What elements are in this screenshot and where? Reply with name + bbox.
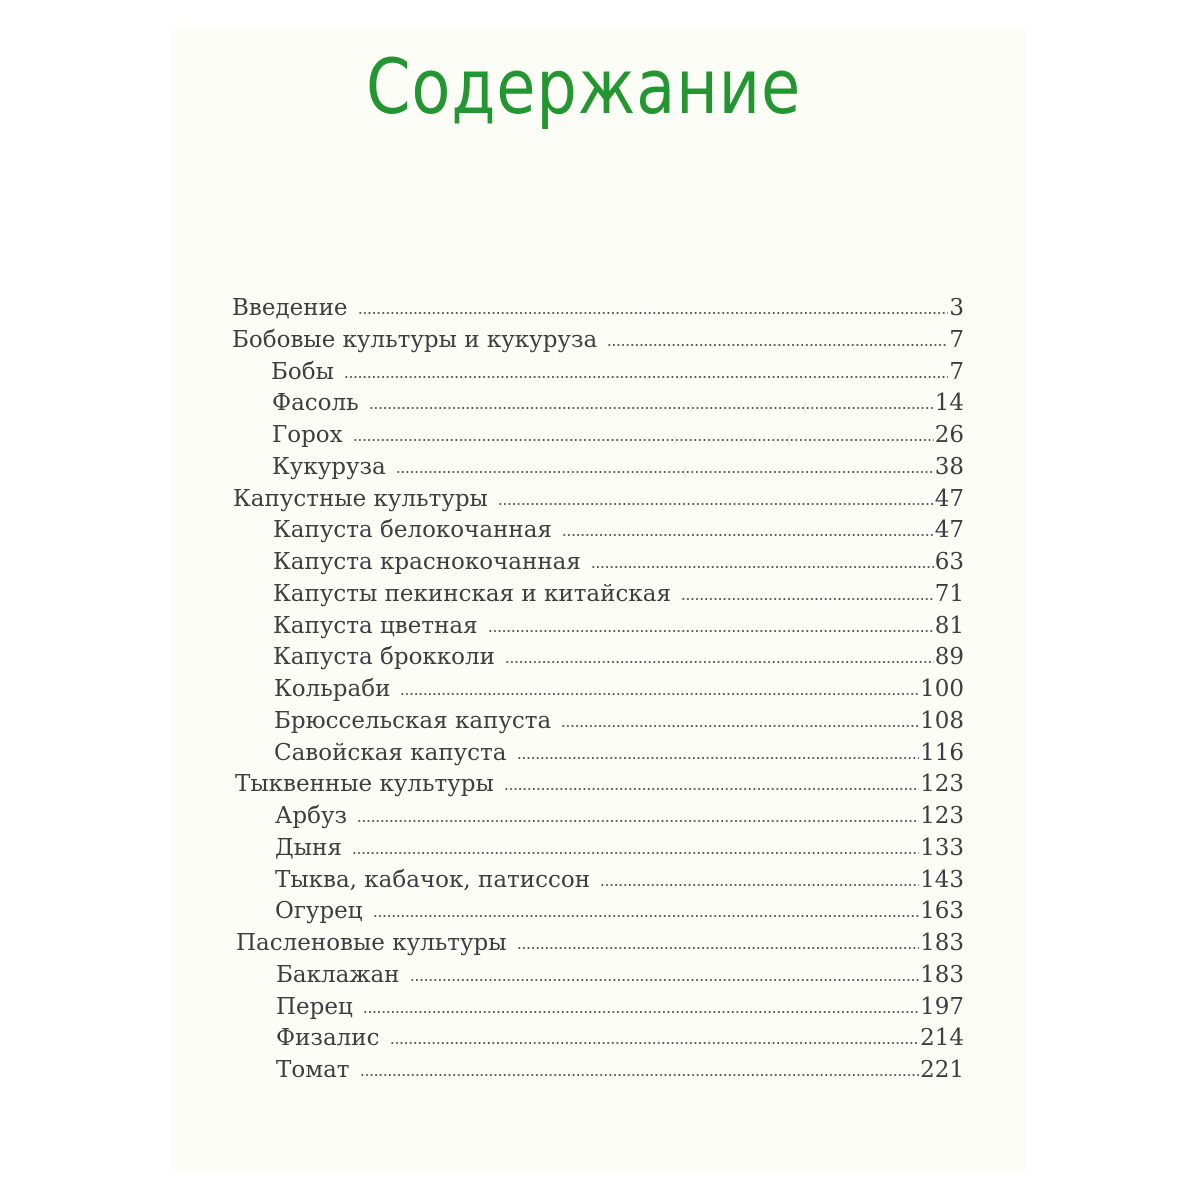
toc-entry — [275, 864, 964, 896]
toc-entry-title: Тыква, кабачок, патиссон — [275, 867, 591, 893]
toc-entry-title: Перец — [276, 994, 353, 1020]
toc-entry — [273, 578, 964, 610]
toc-entry — [273, 514, 964, 546]
toc-entry-page-number: 183 — [920, 962, 964, 988]
toc-entry — [273, 610, 964, 642]
toc-entry-title: Бобы — [271, 359, 334, 385]
toc-entry-page-number: 221 — [920, 1057, 964, 1083]
dot-leader — [591, 566, 934, 568]
toc-entry-title: Капустные культуры — [233, 486, 488, 512]
dot-leader — [561, 725, 919, 727]
dot-leader — [396, 471, 934, 473]
toc-entry-title: Тыквенные культуры — [235, 771, 494, 797]
toc-entry — [271, 356, 964, 388]
dot-leader — [373, 915, 920, 917]
dot-leader — [344, 376, 948, 378]
dot-leader — [517, 757, 920, 759]
dot-leader — [369, 407, 934, 409]
toc-entry-title: Савойская капуста — [274, 740, 507, 766]
dot-leader — [562, 534, 934, 536]
dot-leader — [681, 598, 934, 600]
toc-entry-title: Фасоль — [272, 390, 359, 416]
dot-leader — [352, 852, 919, 854]
toc-entry-page-number: 3 — [949, 295, 964, 321]
toc-entry — [273, 546, 964, 578]
toc-entry-title: Капуста цветная — [273, 613, 478, 639]
toc-entry-title: Баклажан — [276, 962, 400, 988]
toc-entry-page-number: 63 — [934, 549, 964, 575]
toc-entry-page-number: 116 — [920, 740, 964, 766]
toc-entry-page-number: 108 — [920, 708, 964, 734]
toc-entry-page-number: 14 — [934, 390, 964, 416]
toc-entry-page-number: 38 — [934, 454, 964, 480]
toc-entry-title: Кукуруза — [272, 454, 386, 480]
dot-leader — [363, 1011, 919, 1013]
toc-entry-title: Бобовые культуры и кукуруза — [232, 327, 598, 353]
toc-entry-title: Капусты пекинская и китайская — [273, 581, 671, 607]
toc-entry-page-number: 197 — [920, 994, 964, 1020]
dot-leader — [517, 947, 920, 949]
dot-leader — [353, 439, 934, 441]
toc-entry-page-number: 89 — [934, 644, 964, 670]
toc-entry-page-number: 123 — [920, 771, 964, 797]
toc-entry-title: Капуста краснокочанная — [273, 549, 581, 575]
dot-leader — [400, 693, 919, 695]
toc-entry-title: Брюссельская капуста — [274, 708, 552, 734]
toc-entry — [276, 1054, 964, 1086]
toc-entry — [276, 1022, 964, 1054]
toc-entry-page-number: 71 — [934, 581, 964, 607]
toc-entry-title: Пасленовые культуры — [236, 930, 507, 956]
toc-entry-page-number: 47 — [934, 517, 964, 543]
dot-leader — [357, 820, 919, 822]
dot-leader — [390, 1042, 920, 1044]
toc-entry — [274, 737, 964, 769]
toc-entry — [273, 641, 964, 673]
toc-entry — [274, 705, 964, 737]
toc-entry-page-number: 123 — [920, 803, 964, 829]
dot-leader — [410, 979, 920, 981]
dot-leader — [498, 503, 934, 505]
toc-entry — [272, 387, 964, 419]
toc-entry — [232, 292, 964, 324]
dot-leader — [505, 661, 934, 663]
toc-entry — [276, 959, 964, 991]
toc-entry — [272, 419, 964, 451]
toc-entry-title: Дыня — [275, 835, 342, 861]
toc-entry-page-number: 100 — [920, 676, 964, 702]
dot-leader — [600, 884, 919, 886]
dot-leader — [488, 630, 934, 632]
toc-entry — [275, 895, 964, 927]
toc-entry — [235, 768, 964, 800]
toc-entry-title: Томат — [276, 1057, 350, 1083]
toc-entry — [272, 451, 964, 483]
toc-entry-title: Кольраби — [274, 676, 391, 702]
toc-entry-page-number: 163 — [920, 898, 964, 924]
toc-entry-title: Физалис — [276, 1025, 380, 1051]
toc-entry-page-number: 143 — [920, 867, 964, 893]
dot-leader — [607, 344, 948, 346]
toc-entry-title: Капуста брокколи — [273, 644, 495, 670]
toc-entry-title: Огурец — [275, 898, 363, 924]
toc-entry-page-number: 214 — [920, 1025, 964, 1051]
toc-entry-page-number: 47 — [934, 486, 964, 512]
toc-entry-title: Арбуз — [275, 803, 348, 829]
dot-leader — [358, 312, 949, 314]
toc-entry — [233, 483, 964, 515]
toc-entry-page-number: 183 — [920, 930, 964, 956]
toc-entry — [275, 832, 964, 864]
page-title: Содержание — [366, 42, 802, 131]
toc-entry-page-number: 26 — [934, 422, 964, 448]
toc-entry — [274, 673, 964, 705]
toc-entry-page-number: 7 — [949, 359, 964, 385]
toc-entry-page-number: 7 — [949, 327, 964, 353]
toc-entry — [276, 991, 964, 1023]
toc-entry — [236, 927, 964, 959]
toc-entry-title: Капуста белокочанная — [273, 517, 552, 543]
toc-entry-page-number: 81 — [934, 613, 964, 639]
toc-entry-title: Введение — [232, 295, 348, 321]
toc-entry-page-number: 133 — [920, 835, 964, 861]
toc-entry-title: Горох — [272, 422, 343, 448]
toc-entry — [232, 324, 964, 356]
dot-leader — [504, 788, 919, 790]
dot-leader — [360, 1074, 920, 1076]
toc-entry — [275, 800, 964, 832]
